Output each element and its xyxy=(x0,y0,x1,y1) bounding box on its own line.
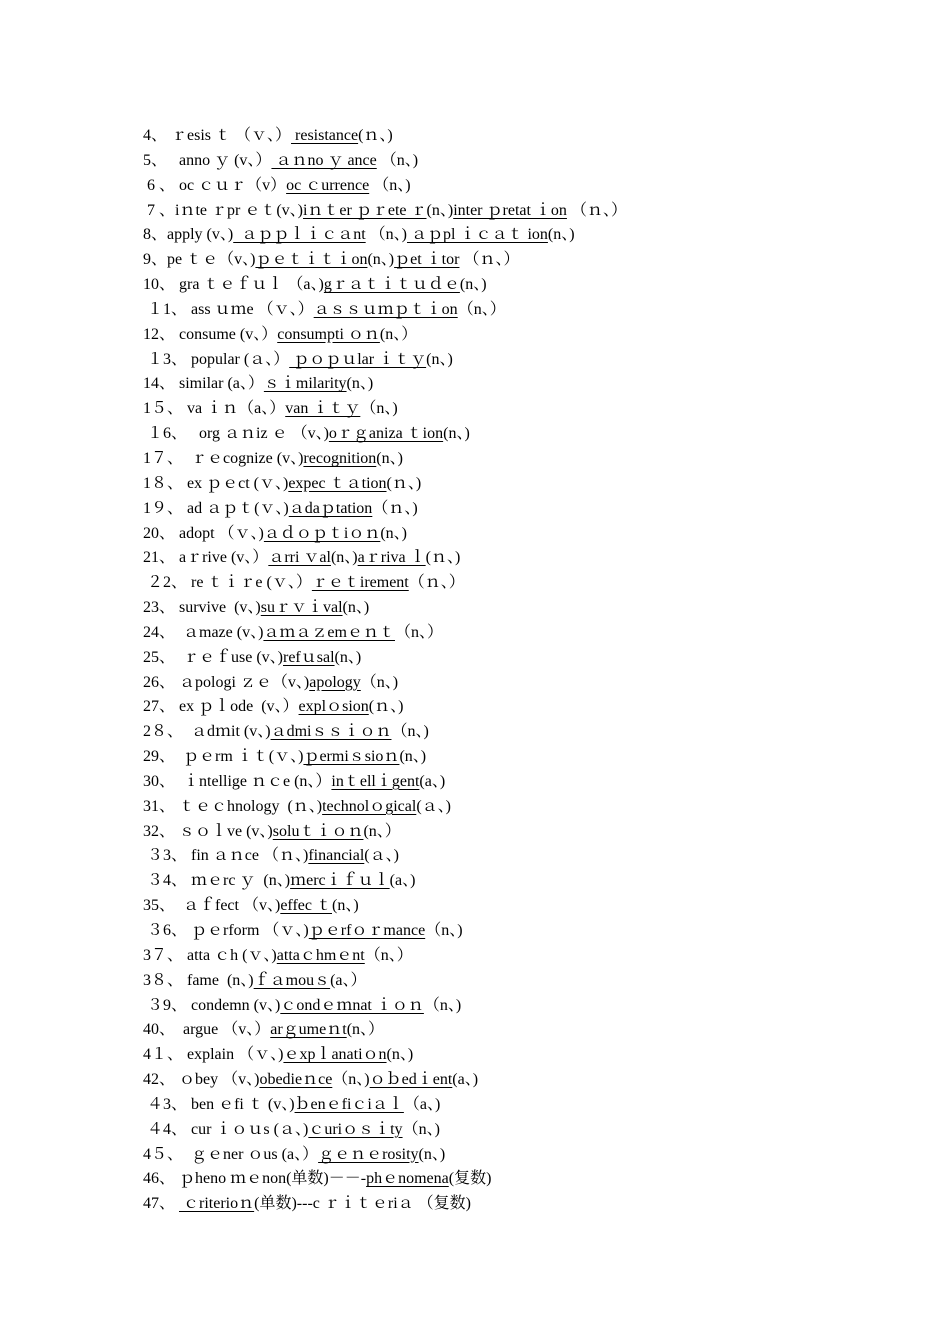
prompt-text: 21、 aｒrive (v、） xyxy=(143,549,269,567)
prompt-text: (a、) xyxy=(419,772,446,790)
prompt-text: 35、 ａｆfect （v、) xyxy=(143,897,281,915)
prompt-text: (ａ、) xyxy=(364,847,399,865)
prompt-text: 30、 ｉntellige ｎｃe (n、） xyxy=(143,772,332,790)
prompt-text: （ｎ、） xyxy=(459,251,520,269)
answer-word: ａdmiｓｓｉｏｎ xyxy=(270,723,392,741)
prompt-text: （a、) xyxy=(403,1095,441,1113)
word-entry-36 xyxy=(143,919,843,944)
prompt-text: (n、) xyxy=(367,251,395,269)
prompt-text: (n、） xyxy=(379,325,418,343)
answer-word: ｍercｉｆｕｌ xyxy=(290,872,390,890)
prompt-text: 3８、 fame (n、) xyxy=(143,971,254,989)
prompt-text: (n、) xyxy=(380,524,408,542)
prompt-text: 9、pe ｔｅ（v、) xyxy=(143,251,256,269)
answer-word: oc ｃurrence xyxy=(286,176,370,194)
answer-word: arｇumeｎt xyxy=(270,1021,347,1039)
word-entry-34 xyxy=(143,869,843,894)
prompt-text: (n、) xyxy=(342,599,370,617)
word-entry-35 xyxy=(143,894,843,919)
answer-word: ｂenｅfiｃiａｌ xyxy=(294,1095,404,1113)
prompt-text: (ａ、) xyxy=(416,797,451,815)
prompt-text: （n、) xyxy=(425,922,463,939)
word-entry-17 xyxy=(143,447,843,472)
word-entry-21 xyxy=(143,546,843,571)
prompt-text: (a、) xyxy=(389,872,416,890)
word-entry-45 xyxy=(143,1143,843,1168)
prompt-text: （n、) xyxy=(365,226,408,244)
answer-word: ａｄｏｐｔiｏｎ xyxy=(263,524,381,542)
answer-word: ａrri ｖal xyxy=(268,549,331,567)
word-entry-44 xyxy=(143,1118,843,1143)
prompt-text: （n、） xyxy=(364,946,413,964)
prompt-text: (ｎ、) xyxy=(386,474,422,492)
prompt-text: 32、 ｓｏｌve (v、) xyxy=(143,822,273,840)
prompt-text: （n、） xyxy=(394,623,443,641)
answer-word: ｆａmouｓ xyxy=(253,971,331,989)
prompt-text: 31、 ｔｅｃhnology (ｎ、) xyxy=(143,797,323,815)
answer-word: resistance xyxy=(291,127,359,144)
prompt-text: (复数) xyxy=(448,1170,492,1188)
word-form-list xyxy=(143,124,843,1217)
prompt-text: 25、 ｒｅｆuse (v、) xyxy=(143,648,283,666)
word-entry-13 xyxy=(143,348,843,373)
prompt-text: (ｎ、) xyxy=(425,549,461,567)
prompt-text: (n、) xyxy=(332,897,359,915)
word-entry-15 xyxy=(143,397,843,422)
answer-word: inter ｐretat ｉon xyxy=(453,201,567,219)
prompt-text: （n、) xyxy=(369,176,411,194)
word-entry-41 xyxy=(143,1043,843,1068)
prompt-text: 24、 ａmaze (v、) xyxy=(143,623,264,641)
prompt-text: (n、) xyxy=(330,549,358,567)
prompt-text: 14、 similar (a、） xyxy=(143,375,264,393)
word-entry-46 xyxy=(143,1167,843,1192)
answer-word: ｃuriｏｓｉty xyxy=(308,1120,403,1138)
prompt-text: ３9、 condemn (v、) xyxy=(143,996,281,1014)
prompt-text: １1、 ass ｕｍe （ｖ、） xyxy=(143,300,314,318)
answer-word: expec ｔａtion xyxy=(288,474,387,492)
prompt-text: （n、) xyxy=(360,400,398,418)
prompt-text: 2８、 ａdｍit (v、) xyxy=(143,723,271,741)
prompt-text: (n、) xyxy=(334,648,362,666)
prompt-text: ４3、 ben ｅfi ｔ (v、) xyxy=(143,1095,295,1113)
answer-word: ａdaｐtation xyxy=(288,499,373,517)
prompt-text: ３6、 ｐｅrform （ｖ、) xyxy=(143,922,309,939)
answer-word: attaｃhmｅnt xyxy=(276,946,365,964)
word-entry-31 xyxy=(143,795,843,820)
word-entry-38 xyxy=(143,969,843,994)
answer-word: oｒｇaniza ｔion xyxy=(328,425,444,443)
prompt-text: (n、) xyxy=(399,748,427,766)
word-entry-4 xyxy=(143,124,843,149)
word-entry-32 xyxy=(143,820,843,845)
prompt-text: (n、） xyxy=(346,1021,385,1039)
prompt-text: (a、） xyxy=(330,971,367,989)
prompt-text: 46、 ｐheno ｍｅnon(单数)－－- xyxy=(143,1170,367,1188)
word-entry-37 xyxy=(143,944,843,969)
prompt-text: （n、) xyxy=(360,673,399,691)
word-entry-14 xyxy=(143,372,843,397)
answer-word: ｐｅrfｏｒmance xyxy=(308,922,426,939)
prompt-text: 12、 consume (v、） xyxy=(143,325,278,343)
prompt-text: ４4、 cur ｉｏｕs (ａ、) xyxy=(143,1120,309,1138)
prompt-text: 40、 argue （v、） xyxy=(143,1021,271,1039)
prompt-text: 4、 ｒesis ｔ （ｖ、） xyxy=(143,127,292,144)
word-entry-40 xyxy=(143,1018,843,1043)
answer-word: apology xyxy=(309,673,361,691)
answer-word: ｏｂedｉent xyxy=(369,1071,453,1089)
word-entry-20 xyxy=(143,522,843,547)
answer-word: ｐermiｓsioｎ xyxy=(303,748,400,766)
word-entry-25 xyxy=(143,646,843,671)
prompt-text: 26、 ａpologi ｚｅ（v、) xyxy=(143,673,310,691)
word-entry-6 xyxy=(143,174,843,199)
word-entry-9 xyxy=(143,248,843,273)
answer-word: explｏsion xyxy=(298,698,369,716)
answer-word: ａｍａｚemｅｎｔ xyxy=(263,623,395,641)
prompt-text: （ｎ、） xyxy=(566,201,627,219)
word-entry-5 xyxy=(143,149,843,174)
prompt-text: 42、 ｏbey （v、) xyxy=(143,1071,260,1089)
prompt-text: （ｎ、） xyxy=(408,574,465,592)
word-entry-39 xyxy=(143,994,843,1019)
answer-word: ｐｏｐｕlar ｉｔｙ xyxy=(289,350,427,368)
answer-word: ａｓｓｕｍｐｔｉon xyxy=(313,300,458,318)
prompt-text: １3、 popular (ａ、） xyxy=(143,350,290,368)
prompt-text: 6 、 oc ｃｕｒ（v） xyxy=(143,176,287,194)
answer-word: effec ｔ xyxy=(280,897,332,915)
answer-word: gｒａｔｉｔｕｄｅ xyxy=(323,276,460,294)
prompt-text: (n、) xyxy=(547,226,575,244)
prompt-text: 5、 anno ｙ (v、） xyxy=(143,151,272,169)
prompt-text: 29、 ｐｅrm ｉｔ(ｖ、) xyxy=(143,748,304,766)
prompt-text: 10、 gra ｔｅｆｕｌ （a、) xyxy=(143,276,324,294)
answer-word: iｎｔer ｐｒete ｒ xyxy=(302,201,427,219)
prompt-text: (n、) xyxy=(459,276,487,294)
word-entry-30 xyxy=(143,770,843,795)
word-entry-18 xyxy=(143,472,843,497)
answer-word: financial xyxy=(308,847,365,865)
prompt-text: 47、 xyxy=(143,1195,180,1213)
prompt-text: 1８、 ex ｐｅct (ｖ、) xyxy=(143,474,289,492)
answer-word: van ｉｔｙ xyxy=(285,400,361,418)
prompt-text: 1７、 ｒｅcognize (v、) xyxy=(143,449,304,467)
answer-word: aｒriva ｌ xyxy=(357,549,426,567)
word-entry-10 xyxy=(143,273,843,298)
answer-word: ａｎno ｙ ance xyxy=(271,151,377,169)
answer-word: ｐet ｉtor xyxy=(394,251,460,269)
prompt-text: (ｎ、) xyxy=(368,698,404,716)
answer-word: suｒｖｉval xyxy=(260,599,343,617)
prompt-text: ３4、 ｍｅrc ｙ (n、) xyxy=(143,872,291,890)
word-entry-24 xyxy=(143,621,843,646)
prompt-text: （n、) xyxy=(332,1071,370,1089)
word-entry-42 xyxy=(143,1068,843,1093)
answer-word: ｃondｅｍnat ｉｏｎ xyxy=(280,996,424,1014)
answer-word: phｅnomena xyxy=(366,1170,449,1188)
prompt-text: 4１、 explain （ｖ、) xyxy=(143,1046,284,1064)
prompt-text: 20、 adopt （ｖ、) xyxy=(143,524,264,542)
prompt-text: (n、) xyxy=(426,350,453,368)
word-entry-23 xyxy=(143,596,843,621)
answer-word: inｔellｉgent xyxy=(331,772,420,790)
prompt-text: (n、) xyxy=(386,1046,414,1064)
prompt-text: 27、 ex ｐｌode (v、） xyxy=(143,698,299,716)
prompt-text: １6、 org ａｎiz ｅ （v、) xyxy=(143,425,329,443)
prompt-text: （ｎ、) xyxy=(372,499,418,517)
answer-word: ｒｅｔirement xyxy=(311,574,409,592)
word-entry-19 xyxy=(143,497,843,522)
answer-word: ｃriterioｎ xyxy=(179,1195,255,1213)
prompt-text: （n、) xyxy=(423,996,462,1014)
prompt-text: 8、apply (v、) xyxy=(143,226,234,244)
word-entry-11 xyxy=(143,298,843,323)
answer-word: soluｔｉｏｎ xyxy=(272,822,364,840)
prompt-text: 7 、iｎte ｒpr ｅｔ(v、) xyxy=(143,201,303,219)
answer-word: ａｐpl ｉｃａｔ ion xyxy=(407,226,548,244)
word-entry-27 xyxy=(143,695,843,720)
word-entry-43 xyxy=(143,1093,843,1118)
word-entry-8 xyxy=(143,223,843,248)
answer-word: ｓｉmilarity xyxy=(263,375,347,393)
prompt-text: (n、) xyxy=(418,1145,446,1163)
answer-word: obedieｎce xyxy=(259,1071,333,1089)
prompt-text: （n、) xyxy=(376,151,419,169)
answer-word: ｅxpｌanatiｏn xyxy=(283,1046,387,1064)
prompt-text: （n、) xyxy=(391,723,429,741)
prompt-text: 3７、 atta ｃh (ｖ、) xyxy=(143,946,277,964)
answer-word: ａｐｐｌｉｃａnt xyxy=(233,226,366,244)
prompt-text: (n、) xyxy=(376,449,403,467)
prompt-text: (单数)---c ｒｉｔｅriａ （复数) xyxy=(254,1195,471,1213)
answer-word: refｕsal xyxy=(283,648,335,666)
prompt-text: ３3、 fin ａｎce （ｎ、) xyxy=(143,847,309,865)
prompt-text: 23、 survive (v、) xyxy=(143,599,261,617)
answer-word: ｇｅｎｅrosity xyxy=(318,1145,419,1163)
prompt-text: 1５、 va ｉｎ（a、） xyxy=(143,400,286,418)
prompt-text: (n、) xyxy=(426,201,454,219)
word-entry-28 xyxy=(143,720,843,745)
prompt-text: 1９、 ad ａｐｔ(ｖ、) xyxy=(143,499,289,517)
word-entry-47 xyxy=(143,1192,843,1217)
answer-word: ｐｅｔｉｔｉon xyxy=(255,251,368,269)
word-entry-16 xyxy=(143,422,843,447)
prompt-text: ２2、 re ｔｉｒe (ｖ、） xyxy=(143,574,312,592)
word-entry-22 xyxy=(143,571,843,596)
answer-word: recognition xyxy=(303,449,377,467)
prompt-text: 4５、 ｇｅner ｏus (a、） xyxy=(143,1145,319,1163)
answer-word: consumpti ｏｎ xyxy=(277,325,380,343)
word-entry-33 xyxy=(143,844,843,869)
word-entry-26 xyxy=(143,671,843,696)
word-entry-7 xyxy=(143,199,843,224)
prompt-text: (n、) xyxy=(443,425,470,443)
word-entry-29 xyxy=(143,745,843,770)
prompt-text: (ｎ、) xyxy=(358,127,393,144)
prompt-text: (n、) xyxy=(346,375,374,393)
answer-word: technolｏgical xyxy=(322,797,417,815)
prompt-text: （n、) xyxy=(402,1120,440,1138)
prompt-text: （n、） xyxy=(457,300,506,318)
word-entry-12 xyxy=(143,323,843,348)
prompt-text: (n、） xyxy=(363,822,401,840)
prompt-text: (a、) xyxy=(452,1071,479,1089)
